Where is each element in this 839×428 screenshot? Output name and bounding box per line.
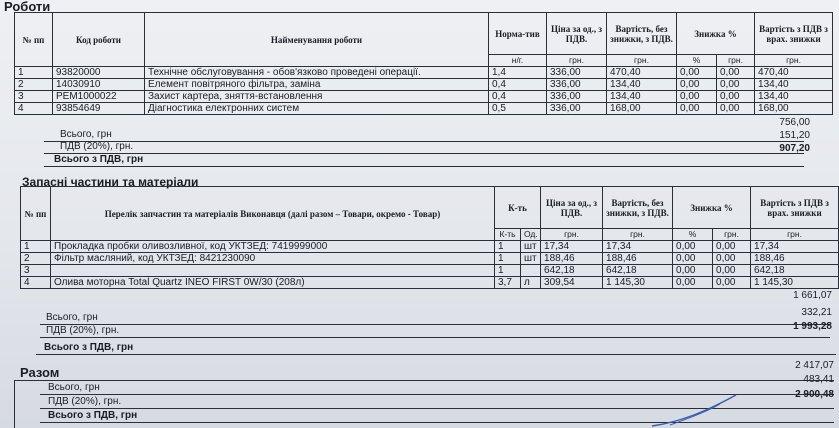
parts-header-num: № пп [21,187,51,241]
cell-name: Діагностика електронних систем [145,103,489,115]
cell-discount-uah: 0,00 [713,253,751,265]
cell-discount-pct: 0,00 [677,67,717,79]
cell-price: 336,00 [547,91,607,103]
parts-unit: грн. [751,229,839,241]
cell-cost: 470,40 [607,67,677,79]
parts-grand-value: 1 993,28 [793,321,832,332]
works-header-cost: Вартість, без знижки, з ПДВ. [607,13,677,55]
cell-price: 336,00 [547,79,607,91]
parts-unit: грн. [713,229,751,241]
works-grand-value: 907,20 [779,143,810,154]
summary-sum-value: 2 417,07 [795,360,834,371]
cell-cost: 134,40 [607,79,677,91]
cell-qty: 1 [495,265,521,277]
cell-name: Технічне обслуговування - обов'язково проведені операції. [145,67,489,79]
parts-sum-label: Всього, грн [46,312,98,323]
pen-signature-mark [650,392,740,428]
cell-norm: 0,5 [489,103,547,115]
divider [44,153,804,154]
divider [44,166,804,167]
cell-total: 17,34 [751,241,839,253]
works-row [15,79,833,91]
cell-cost: 188,46 [603,253,673,265]
cell-discount-pct: 0,00 [673,241,713,253]
cell-discount-uah: 0,00 [713,277,751,289]
works-unit: грн. [717,55,755,67]
cell-total: 168,00 [755,103,833,115]
cell-code: PEM1000022 [53,91,145,103]
parts-unit: грн. [541,229,603,241]
parts-unit: Од. [521,229,541,241]
works-table [14,12,833,115]
cell-total: 134,40 [755,91,833,103]
summary-title: Разом [20,365,60,380]
works-unit: % [677,55,717,67]
cell-name: Елемент повітряного фільтра, заміна [145,79,489,91]
parts-header-name: Перелік запчастин та матеріалів Виконавця (далі разом – Товари, окремо - Товар) [51,187,495,241]
cell-discount-uah: 0,00 [713,265,751,277]
summary-sum-label: Всього, грн [48,382,100,393]
parts-header-total: Вартість з ПДВ з врах. знижки [751,187,839,229]
summary-vat-label: ПДВ (20%), грн. [48,396,122,407]
frame-line [14,380,15,428]
works-sum-value: 756,00 [779,117,810,128]
cell-discount-uah: 0,00 [717,91,755,103]
works-header-name: Найменування роботи [145,13,489,67]
divider [36,354,836,355]
works-header-total: Вартість з ПДВ з врах. знижки [755,13,833,55]
cell-total: 470,40 [755,67,833,79]
cell-norm: 1,4 [489,67,547,79]
cell-discount-uah: 0,00 [717,103,755,115]
works-unit: грн. [755,55,833,67]
parts-row [21,241,839,253]
cell-cost: 1 145,30 [603,277,673,289]
works-sum-label: Всього, грн [60,129,112,140]
cell-price: 336,00 [547,103,607,115]
works-header-discount: Знижка % [677,13,755,55]
cell-code: 93854649 [53,103,145,115]
parts-grand-label: Всього з ПДВ, грн [44,342,134,353]
cell-discount-pct: 0,00 [673,277,713,289]
cell-cost: 134,40 [607,91,677,103]
cell-discount-uah: 0,00 [717,79,755,91]
cell-qty: 3,7 [495,277,521,289]
cell-price: 309,54 [541,277,603,289]
cell-total: 1 145,30 [751,277,839,289]
cell-unit: шт [521,241,541,253]
summary-grand-label: Всього з ПДВ, грн [48,410,138,421]
parts-vat-value: 332,21 [801,307,832,318]
cell-cost: 168,00 [607,103,677,115]
cell-num: 2 [21,253,51,265]
cell-total: 134,40 [755,79,833,91]
works-header-num: № пп [15,13,53,67]
cell-discount-pct: 0,00 [673,265,713,277]
works-vat-label: ПДВ (20%), грн. [60,141,134,152]
works-row [15,91,833,103]
works-grand-label: Всього з ПДВ, грн [54,154,144,165]
parts-header-discount: Знижка % [673,187,751,229]
cell-discount-pct: 0,00 [677,91,717,103]
cell-unit: шт [521,253,541,265]
cell-discount-uah: 0,00 [713,241,751,253]
parts-unit: К-ть [495,229,521,241]
works-unit: грн. [547,55,607,67]
works-header-price: Ціна за од., з ПДВ. [547,13,607,55]
cell-discount-uah: 0,00 [717,67,755,79]
works-row [15,67,833,79]
works-row [15,103,833,115]
works-unit: грн. [607,55,677,67]
cell-num: 3 [15,91,53,103]
parts-header-cost: Вартість, без знижки, з ПДВ. [603,187,673,229]
cell-name [51,265,495,277]
works-unit: н/г. [489,55,547,67]
parts-unit: грн. [603,229,673,241]
cell-price: 336,00 [547,67,607,79]
works-header-code: Код роботи [53,13,145,67]
works-vat-value: 151,20 [779,130,810,141]
parts-table [20,186,839,289]
cell-code: 93820000 [53,67,145,79]
cell-name: Олива моторна Total Quartz INEO FIRST 0W/30 (208л) [51,277,495,289]
cell-unit [521,265,541,277]
cell-num: 3 [21,265,51,277]
cell-code: 14030910 [53,79,145,91]
cell-price: 188,46 [541,253,603,265]
cell-num: 1 [15,67,53,79]
divider [14,380,834,381]
divider [40,337,830,338]
parts-unit: % [673,229,713,241]
cell-name: Прокладка пробки оливозливної, код УКТЗЕД: 7419999000 [51,241,495,253]
cell-qty: 1 [495,241,521,253]
parts-header-price: Ціна за од., з ПДВ. [541,187,603,229]
cell-norm: 0,4 [489,79,547,91]
parts-sum-value: 1 661,07 [793,290,832,301]
summary-vat-value: 483,41 [803,374,834,385]
cell-num: 4 [21,277,51,289]
cell-name: Фільтр масляний, код УКТЗЕД: 8421230090 [51,253,495,265]
parts-row [21,265,839,277]
divider [44,141,804,142]
parts-row [21,253,839,265]
parts-vat-label: ПДВ (20%), грн. [46,325,120,336]
summary-grand-value: 2 900,48 [795,389,834,400]
cell-discount-pct: 0,00 [677,103,717,115]
cell-num: 4 [15,103,53,115]
parts-row [21,277,839,289]
cell-norm: 0,4 [489,91,547,103]
cell-discount-pct: 0,00 [673,253,713,265]
cell-price: 642,18 [541,265,603,277]
cell-cost: 642,18 [603,265,673,277]
cell-cost: 17,34 [603,241,673,253]
works-section-title: Роботи [4,0,51,14]
cell-price: 17,34 [541,241,603,253]
cell-num: 1 [21,241,51,253]
parts-header-qty: К-ть [495,187,541,229]
works-header-norm: Норма-тив [489,13,547,55]
parts-section-title: Запасні частини та матеріали [22,175,199,189]
cell-qty: 1 [495,253,521,265]
cell-total: 188,46 [751,253,839,265]
cell-num: 2 [15,79,53,91]
cell-discount-pct: 0,00 [677,79,717,91]
divider [40,324,830,325]
cell-unit: л [521,277,541,289]
cell-name: Захист картера, зняття-встановлення [145,91,489,103]
cell-total: 642,18 [751,265,839,277]
